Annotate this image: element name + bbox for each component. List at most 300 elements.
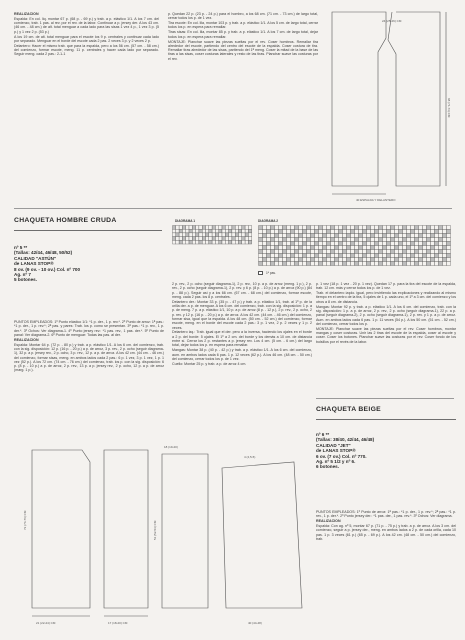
chart-cell: [311, 242, 315, 246]
chart-cell: [212, 240, 215, 244]
chart-cell: [315, 246, 319, 250]
chart-cell: [319, 262, 323, 266]
chart-cell: [303, 238, 307, 242]
chart-cell: [339, 262, 343, 266]
chart-cell: [219, 226, 222, 230]
chart-cell: [219, 229, 222, 233]
chart-cell: [375, 226, 379, 230]
chart-cell: [331, 226, 335, 230]
chart-cell: [279, 250, 283, 254]
chart-cell: [407, 242, 411, 246]
chart-cell: [206, 240, 209, 244]
chart-cell: [363, 242, 367, 246]
chart-cell: [232, 226, 235, 230]
legend-label: 1ª pas.: [266, 271, 276, 275]
chart-cell: [343, 234, 347, 238]
chart-cell: [435, 258, 439, 262]
chart-cell: [271, 226, 275, 230]
chart-cell: [295, 250, 299, 254]
chart-cell: [287, 230, 291, 234]
chart-cell: [229, 237, 232, 241]
chart-cell: [419, 262, 423, 266]
chart-cell: [339, 254, 343, 258]
chart-cell: [291, 242, 295, 246]
chart-cell: [343, 238, 347, 242]
chart-cell: [327, 234, 331, 238]
chart-cell: [431, 238, 435, 242]
chart-cell: [359, 258, 363, 262]
schematic-label: 21 (22-24) CM: [36, 621, 56, 625]
chart-cell: [271, 250, 275, 254]
chart-cell: [383, 258, 387, 262]
chart-cell: [399, 258, 403, 262]
chart-cell: [359, 242, 363, 246]
chart-cell: [419, 250, 423, 254]
chart-cell: [196, 240, 199, 244]
chart-cell: [176, 226, 179, 230]
chart-cell: [447, 230, 451, 234]
chart-cell: [359, 230, 363, 234]
chart-cell: [327, 230, 331, 234]
chart-cell: [275, 226, 279, 230]
chart-cell: [427, 234, 431, 238]
chart-cell: [287, 226, 291, 230]
chart-cell: [427, 254, 431, 258]
chart-cell: [419, 258, 423, 262]
chart-cell: [209, 237, 212, 241]
chart-cell: [423, 254, 427, 258]
spec-line: 8 ov. (9 ov. - 10 ov.) Col. nº 700: [14, 266, 81, 272]
chart-cell: [419, 234, 423, 238]
chart-cell: [403, 250, 407, 254]
chart-cell: [387, 254, 391, 258]
chart-cell: [419, 226, 423, 230]
chart-cell: [295, 258, 299, 262]
chart-cell: [439, 246, 443, 250]
chart-cell: [411, 250, 415, 254]
chart-cell: [407, 262, 411, 266]
chart-cell: [335, 254, 339, 258]
chart-cell: [319, 226, 323, 230]
spec-line: (Tallas: 42/44, 46/48, 50/52): [14, 250, 73, 256]
chart-cell: [186, 233, 189, 237]
chart-cell: [242, 237, 245, 241]
paragraph: Tiras sisas: En col. lila, montar 85 p. y trab. a p. elástico 1/1. A los 7 cm. de largo total, dejar todos los p. en espera para remallar.: [168, 30, 318, 39]
chart-cell: [275, 254, 279, 258]
chart-cell: [199, 226, 202, 230]
chart-cell: [271, 234, 275, 238]
chart-cell: [323, 246, 327, 250]
chart-cell: [202, 226, 205, 230]
chart-cell: [283, 254, 287, 258]
chart-cell: [206, 233, 209, 237]
chart-cell: [387, 230, 391, 234]
chart-cell: [283, 226, 287, 230]
chart-cell: [419, 238, 423, 242]
chart-cell: [411, 246, 415, 250]
legend-swatch: [258, 271, 263, 275]
chart-cell: [199, 237, 202, 241]
chart-cell: [311, 230, 315, 234]
chart-cell: [173, 233, 176, 237]
chart-cell: [209, 240, 212, 244]
chart-cell: [239, 226, 242, 230]
chart-cell: [423, 242, 427, 246]
chart-cell: [271, 242, 275, 246]
chart-cell: [215, 233, 218, 237]
chart-cell: [399, 234, 403, 238]
chart-cell: [411, 258, 415, 262]
chart-cell: [359, 234, 363, 238]
beige-instructions: [316, 510, 456, 636]
chart-cell: [423, 238, 427, 242]
chart-cell: [391, 234, 395, 238]
chart-cell: [239, 237, 242, 241]
chart-cell: [387, 246, 391, 250]
chart-cell: [403, 246, 407, 250]
chart-cell: [209, 226, 212, 230]
chart-cell: [411, 242, 415, 246]
chart-cell: [355, 250, 359, 254]
chart-cell: [295, 230, 299, 234]
chart-cell: [427, 226, 431, 230]
chart-cell: [403, 262, 407, 266]
chart-cell: [395, 258, 399, 262]
chart-cell: [259, 242, 263, 246]
chart-cell: [399, 262, 403, 266]
chart-cell: [367, 254, 371, 258]
chart-cell: [423, 250, 427, 254]
chart-cell: [443, 242, 447, 246]
chart-cell: [363, 258, 367, 262]
chart-cell: [339, 242, 343, 246]
chart-cell: [335, 242, 339, 246]
chart-cell: [199, 229, 202, 233]
chart-cell: [387, 238, 391, 242]
chart-cell: [391, 242, 395, 246]
chart-cell: [359, 226, 363, 230]
chart-cell: [379, 254, 383, 258]
chart-cell: [271, 262, 275, 266]
chart-cell: [359, 250, 363, 254]
chart-cell: [391, 262, 395, 266]
chart-cell: [355, 226, 359, 230]
chart-cell: [319, 238, 323, 242]
divider: [316, 398, 454, 399]
chart-cell: [371, 254, 375, 258]
chart-cell: [399, 226, 403, 230]
chart-cell: [263, 230, 267, 234]
chart-cell: [439, 254, 443, 258]
chart-cell: [179, 226, 182, 230]
chart-cell: [202, 229, 205, 233]
chart-cell: [199, 233, 202, 237]
chart-cell: [275, 234, 279, 238]
chart-cell: [427, 242, 431, 246]
chart-cell: [391, 258, 395, 262]
paragraph: Delantero der.: Montar 33 p. (35 p. - 47 p.) y trab. a p. elástico 1/1, trab. al 1º p. de la orilla der. a p. de menguar. A los 6 cm. del comienzo, trab. con la sig. disposición: 1 p. a p. de meng. 7 p. a p. elástico 1/1, 10 p. a p. de arroz (8 p. - 12 p.), 2 p. rev., 2 p. ocho, 2 p. rev. y 12 p. (16 p. - 20 p.) a p. de arroz. A los 42 cm. (44 cm. - 46 cm.) del comienzo, formar sisa, igual que la espalda. A los 48 cm. (50 cm. - 52 cm.) del comienzo, formar escote, meng. en el borde del escote cada 2 pas.: 3 p. 1 vez, 2 p. 2 veces y 1 p. 2 veces.: [172, 299, 312, 330]
chart-cell: [371, 258, 375, 262]
divider: [14, 208, 452, 209]
chart-cell: [248, 237, 251, 241]
chart-cell: [355, 246, 359, 250]
chart-cell: [215, 240, 218, 244]
chart-cell: [415, 246, 419, 250]
chart-cell: [307, 262, 311, 266]
chart-cell: [339, 230, 343, 234]
chart-cell: [399, 254, 403, 258]
chart-cell: [267, 254, 271, 258]
paragraph: p. Quedan 22 p. (23 p. - 24 p.) para el hombro, a los 68 cm. (71 cm. - 73 cm.) de largo total, cerrar todos los p. de 1 vez.: [168, 12, 318, 21]
chart-cell: [383, 238, 387, 242]
chart-cell: [225, 229, 228, 233]
chart-cell: [259, 254, 263, 258]
chart-cell: [275, 242, 279, 246]
chart-cell: [387, 234, 391, 238]
chart-cell: [367, 238, 371, 242]
chart-cell: [367, 246, 371, 250]
chart-cell: [447, 262, 451, 266]
chart-cell: [259, 234, 263, 238]
chart-cell: [407, 230, 411, 234]
chart-cell: [447, 242, 451, 246]
chart-cell: [279, 242, 283, 246]
chart-cell: [447, 250, 451, 254]
paragraph: Delantero: Hacer el mismo trab. que para la espalda, pero a los 56 cm. (57 cm. - 58 cm.) del comienzo, formar escote, meng. 11 p. centrales y hacer cada lado por separado. Seguir meng. cada 2 pas.: 2-1-1: [14, 43, 159, 57]
chart-cell: [327, 226, 331, 230]
chart-cell: [248, 240, 251, 244]
chart-cell: [407, 238, 411, 242]
chart-cell: [387, 262, 391, 266]
chart-cell: [307, 246, 311, 250]
chart-cell: [379, 242, 383, 246]
chart-cell: [343, 230, 347, 234]
chart-cell: [399, 246, 403, 250]
schematic-label: 17 (18-20) CM: [108, 621, 128, 625]
chart-cell: [379, 230, 383, 234]
chart-cell: [399, 242, 403, 246]
chart-cell: [189, 233, 192, 237]
spec-line: de LANAS STOP®: [316, 448, 356, 454]
chart-cell: [351, 234, 355, 238]
chart-cell: [299, 234, 303, 238]
chart-cell: [307, 242, 311, 246]
chart-cell: [335, 258, 339, 262]
chart-cell: [343, 250, 347, 254]
chart-cell: [351, 230, 355, 234]
chart-cell: [311, 254, 315, 258]
chart-cell: [395, 250, 399, 254]
chart-cell: [245, 226, 248, 230]
chart-cell: [291, 246, 295, 250]
chart-cell: [263, 258, 267, 262]
chart-cell: [439, 250, 443, 254]
section-heading: REALIZACION: [14, 12, 39, 16]
chart-cell: [219, 240, 222, 244]
chart-cell: [407, 246, 411, 250]
chart-cell: [399, 238, 403, 242]
chart-cell: [179, 240, 182, 244]
schematic-label: 68 (71-73) CM: [447, 98, 451, 118]
chart-cell: [395, 262, 399, 266]
chart-cell: [379, 262, 383, 266]
chart-cell: [307, 230, 311, 234]
chart-cell: [295, 262, 299, 266]
section-heading: REALIZACION: [14, 337, 39, 342]
chart-cell: [242, 240, 245, 244]
chart-cell: [419, 242, 423, 246]
chart-cell: [299, 230, 303, 234]
chart-cell: [423, 226, 427, 230]
chart-cell: [395, 234, 399, 238]
spec-line: Ag. nº 7: [14, 272, 31, 278]
chart-cell: [327, 262, 331, 266]
chart-cell: [186, 237, 189, 241]
chart-cell: [271, 246, 275, 250]
chart-cell: [339, 234, 343, 238]
chart-cell: [307, 258, 311, 262]
chart-cell: [431, 234, 435, 238]
chart-cell: [307, 234, 311, 238]
paragraph: PUNTOS EMPLEADOS: 1º Punto elástico 1/1: *1 p. der., 1 p. rev.*. 2º Punto de arroz: 1ª pas.: *1 p. der., 1 p. rev.*; 2ª pas. y pares: Trab. los p. como se presentan. 3ª pas.: *1 p. rev., 1 p. der.*. 3º Ochos: Ver diagrama-1. 4º Punto jersey rev.: *1 pas. rev., 1 pas. der.*. 5º Punto de panal: Ver diagrama-2. 6º Punto de menguar: Todas las pas. al der.: [14, 320, 164, 337]
chart-cell: [283, 258, 287, 262]
chart-cell: [383, 242, 387, 246]
chart-cell: [403, 258, 407, 262]
chart-cell: [271, 238, 275, 242]
top-left-column: [14, 12, 159, 190]
chart-cell: [355, 234, 359, 238]
chart-cell: [335, 230, 339, 234]
chart-cell: [323, 238, 327, 242]
chart-cell: [299, 242, 303, 246]
chart-cell: [192, 240, 195, 244]
chart-cell: [351, 262, 355, 266]
chart-cell: [339, 246, 343, 250]
chart-cell: [443, 238, 447, 242]
chart-cell: [415, 238, 419, 242]
chart-cell: [229, 226, 232, 230]
chart-cell: [283, 250, 287, 254]
chart-cell: [179, 229, 182, 233]
chart-cell: [323, 230, 327, 234]
chart-cell: [447, 238, 451, 242]
chart-cell: [315, 230, 319, 234]
chart-cell: [245, 233, 248, 237]
chart-cell: [323, 242, 327, 246]
chart-cell: [367, 226, 371, 230]
chart-cell: [435, 262, 439, 266]
chart-cell: [196, 237, 199, 241]
paragraph: PUNTOS EMPLEADOS: 1º Punto de arroz: 1ª pas.: *1 p. der., 1 p. rev.*; 2ª pas.: *1 p. rev., 1 p. der.*. 2º Punto jersey der.: *1 pas. der., 1 pas. rev.*. 3º Ochos: Ver diagrama.: [316, 510, 456, 519]
chart-cell: [239, 240, 242, 244]
chart-cell: [427, 238, 431, 242]
chart-cell: [343, 226, 347, 230]
chart-cell: [355, 258, 359, 262]
chart-cell: [367, 250, 371, 254]
paragraph: 2 p. rev., 2 p. ocho (seguir diagrama-1), 2 p. rev., 10 p. a p. de arroz (meng. 1 p.), 2 p. rev., 2 p. ocho (seguir diagrama-1), 2 p. rev. y 6 p. (8 p. - 10 p.) a p. de arroz (90 p.) (84 p. - 88 p.). Seguir así y a los 66 cm. (67 cm. - 68 cm.) del comienzo, formar escote, meng. cada 2 pas. los 8 p. centrales.: [172, 282, 312, 299]
chart-cell: [225, 233, 228, 237]
chart-cell: [311, 226, 315, 230]
top-middle-column: [168, 12, 318, 190]
chart-cell: [267, 242, 271, 246]
chart-cell: [315, 254, 319, 258]
chart-cell: [307, 238, 311, 242]
chart-cell: [299, 246, 303, 250]
chart-cell: [403, 234, 407, 238]
chart-cell: [275, 262, 279, 266]
chart-cell: [403, 226, 407, 230]
chart-cell: [375, 262, 379, 266]
section-title: CHAQUETA HOMBRE CRUDA: [14, 217, 117, 224]
chart-cell: [427, 250, 431, 254]
chart-cell: [279, 254, 283, 258]
chart-cell: [359, 262, 363, 266]
chart-cell: [303, 258, 307, 262]
chart-cell: [222, 233, 225, 237]
chart-cell: [347, 230, 351, 234]
chart-cell: [291, 250, 295, 254]
chart-cell: [335, 262, 339, 266]
chart-cell: [367, 262, 371, 266]
chart-cell: [206, 237, 209, 241]
chart-cell: [439, 230, 443, 234]
chart-cell: [283, 238, 287, 242]
chart-cell: [319, 246, 323, 250]
schematic-label: 4 (4,5-5): [244, 455, 256, 459]
chart-cell: [242, 226, 245, 230]
chart-cell: [259, 226, 263, 230]
spec-line: de LANAS STOP®: [14, 261, 54, 267]
chart-cell: [447, 246, 451, 250]
chart-cell: [182, 233, 185, 237]
chart-cell: [235, 240, 238, 244]
chart-cell: [391, 226, 395, 230]
chart-cell: [323, 258, 327, 262]
chart-cell: [359, 254, 363, 258]
chart-cell: [271, 258, 275, 262]
chart-cell: [439, 258, 443, 262]
chart-cell: [331, 262, 335, 266]
chart-cell: [263, 262, 267, 266]
chart-cell: [335, 246, 339, 250]
chart-cell: [331, 234, 335, 238]
chart-cell: [323, 234, 327, 238]
right-instructions: [316, 282, 456, 394]
schematic-label: 40 ESPALDA Y DELANTERO: [356, 198, 396, 202]
chart-cell: [196, 233, 199, 237]
diagram-2-grid: [258, 225, 456, 267]
chart-cell: [355, 242, 359, 246]
chart-cell: [343, 242, 347, 246]
chart-cell: [443, 258, 447, 262]
spec-line: CALIDAD "JET": [316, 442, 351, 448]
chart-cell: [351, 226, 355, 230]
chart-cell: [355, 262, 359, 266]
chart-cell: [395, 226, 399, 230]
chart-cell: [271, 254, 275, 258]
pattern-schematic-top: [322, 8, 454, 204]
chart-cell: [411, 234, 415, 238]
chart-cell: [315, 242, 319, 246]
chart-cell: [307, 254, 311, 258]
chart-cell: [395, 238, 399, 242]
chart-cell: [435, 230, 439, 234]
chart-cell: [375, 234, 379, 238]
chart-cell: [443, 246, 447, 250]
chart-cell: [379, 226, 383, 230]
chart-cell: [391, 230, 395, 234]
chart-cell: [267, 246, 271, 250]
